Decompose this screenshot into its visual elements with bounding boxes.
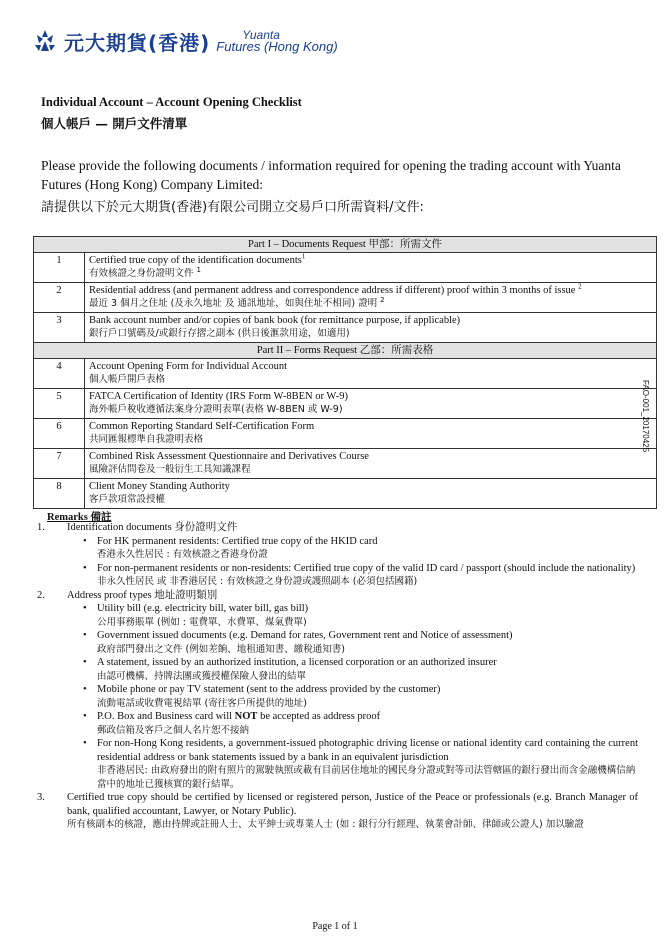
bullet-text-cn: 政府部門發出之文件 (例如差餉、地租通知書、繳稅通知書) bbox=[97, 643, 345, 655]
table-row bbox=[34, 419, 657, 449]
logo-chinese-text: 元大期貨(香港) bbox=[64, 30, 211, 55]
row-text-cn: 個人帳戶開戶表格 bbox=[89, 374, 166, 385]
table-row bbox=[34, 389, 657, 419]
bullet-text-cn: 由認可機構、持牌法團或獲授權保險人發出的結單 bbox=[97, 670, 307, 682]
row-content bbox=[85, 283, 657, 313]
intro-text-cn: 請提供以下於元大期貨(香港)有限公司開立交易戶口所需資料/文件: bbox=[41, 200, 424, 215]
bullet-text-cn: 非香港居民: 由政府發出的附有照片的駕駛執照或載有目前居住地址的國民身分證或對等司法管轄區的銀行發出而含金融機構信納當中的地址已獲核實的銀行結單。 bbox=[97, 765, 636, 790]
row-text-cn: 風險評估問卷及一般衍生工具知識課程 bbox=[89, 464, 251, 475]
bullet-text-en: • Mobile phone or pay TV statement (sent to the address provided by the customer) bbox=[97, 684, 441, 695]
row-number: 3 bbox=[34, 313, 85, 343]
list-item bbox=[83, 737, 638, 791]
row-text-cn: 銀行戶口號碼及/或銀行存摺之副本 (供日後滙款用途，如適用) bbox=[89, 328, 350, 339]
row-text-en: Combined Risk Assessment Questionnaire and Derivatives Course bbox=[89, 451, 369, 462]
bullet-text-cn: 非永久性居民 或 非香港居民 : 有效核證之身份證或護照副本 (必須包括國籍) bbox=[97, 576, 418, 587]
bullet-text-en: • Government issued documents (e.g. Demand for rates, Government rent and Notice of assessment) bbox=[97, 630, 513, 641]
footnote-mark: 2 bbox=[578, 282, 582, 291]
table-row bbox=[34, 479, 657, 509]
remark-title: Address proof types 地址證明類別 bbox=[67, 589, 218, 601]
row-number: 8 bbox=[34, 479, 85, 509]
company-logo bbox=[33, 26, 338, 56]
intro-text: Please provide the following documents / information required for opening the trading account with Yuanta Futures (Hong Kong) Company Limited: bbox=[41, 158, 621, 192]
bullet-text-en: • P.O. Box and Business card will NOT be accepted as address proof bbox=[97, 711, 381, 722]
row-text-en: Certified true copy of the identification documents bbox=[89, 255, 302, 266]
remark-number: 3. bbox=[37, 792, 45, 803]
remark-number: 1. bbox=[37, 522, 45, 533]
checklist-table bbox=[33, 236, 657, 509]
part1-header: Part I – Documents Request 甲部：所需文件 bbox=[34, 237, 657, 253]
remarks-section bbox=[33, 521, 638, 832]
row-number: 7 bbox=[34, 449, 85, 479]
row-content bbox=[85, 479, 657, 509]
bullet-text-en: • For non-Hong Kong residents, a government-issued photographic driving license or national identity card containing the current residential address or bank statements issued by a bank in an equivalent jurisdiction bbox=[97, 738, 638, 763]
row-content bbox=[85, 359, 657, 389]
row-text-en: Common Reporting Standard Self-Certification Form bbox=[89, 421, 315, 432]
row-text-cn: 共同匯報標準自我證明表格 bbox=[89, 434, 204, 445]
table-row bbox=[34, 449, 657, 479]
row-number: 6 bbox=[34, 419, 85, 449]
remark-1 bbox=[33, 521, 638, 589]
page-title: Individual Account – Account Opening Checklist bbox=[41, 95, 302, 109]
row-content bbox=[85, 449, 657, 479]
remark-text-cn: 所有核副本的核證，應由持牌或註冊人士、太平紳士或專業人士 (如 : 銀行分行經理、執業會計師、律師或公證人) 加以驗證 bbox=[67, 819, 584, 830]
footnote-mark: 1 bbox=[301, 252, 306, 261]
row-text-cn: 有效核證之身份證明文件 bbox=[89, 268, 194, 279]
row-number: 1 bbox=[34, 253, 85, 283]
list-item bbox=[83, 629, 638, 656]
bullet-text-cn: 香港永久性居民 : 有效核證之香港身份證 bbox=[97, 549, 268, 560]
logo-en-top: Yuanta bbox=[242, 28, 280, 42]
logo-english-text bbox=[216, 30, 337, 52]
footnote-mark: 1 bbox=[196, 265, 202, 274]
list-item bbox=[83, 710, 638, 737]
row-content bbox=[85, 419, 657, 449]
bullet-text-cn: 郵政信箱及客戶之個人名片恕不接納 bbox=[97, 724, 250, 736]
part2-header-row bbox=[34, 343, 657, 359]
remark-number: 2. bbox=[37, 589, 45, 601]
bullet-text-cn: 公用事務賬單 (例如 : 電費單、水費單、煤氣費單) bbox=[97, 616, 307, 628]
logo-en-bottom: Futures (Hong Kong) bbox=[216, 39, 338, 54]
table-row bbox=[34, 283, 657, 313]
list-item bbox=[83, 683, 638, 710]
list-item bbox=[83, 602, 638, 629]
page-footer: Page 1 of 1 bbox=[312, 921, 358, 932]
row-content bbox=[85, 313, 657, 343]
row-content bbox=[85, 253, 657, 283]
remark-title: Identification documents 身份證明文件 bbox=[67, 522, 238, 533]
bullet-text-en: • Utility bill (e.g. electricity bill, water bill, gas bill) bbox=[97, 603, 309, 614]
bullet-text-en: • A statement, issued by an authorized institution, a licensed corporation or an authorized insurer bbox=[97, 657, 497, 668]
row-text-cn: 海外帳戶稅收遵循法案身分證明表單(表格 W-8BEN 或 W-9) bbox=[89, 404, 343, 415]
table-row bbox=[34, 313, 657, 343]
remarks-heading: Remarks 備註 bbox=[47, 512, 112, 523]
row-content bbox=[85, 389, 657, 419]
page-title-cn: 個人帳戶 — 開戶文件清單 bbox=[41, 116, 188, 131]
row-text-en: Account Opening Form for Individual Account bbox=[89, 361, 288, 372]
remark-bullets bbox=[67, 535, 638, 589]
remark-text-en: Certified true copy should be certified by licensed or registered person, Justice of the Peace or professionals (e.g. Branch Manager of bank, qualified accountant, Lawyer, or Notary Public). bbox=[67, 792, 638, 817]
part2-header: Part II – Forms Request 乙部：所需表格 bbox=[34, 343, 657, 359]
row-number: 5 bbox=[34, 389, 85, 419]
remark-3 bbox=[33, 791, 638, 832]
row-text-cn: 最近 3 個月之住址 (及永久地址 及 通訊地址，如與住址不相同) 證明 bbox=[89, 298, 378, 309]
row-text-cn: 客戶款項常設授權 bbox=[89, 494, 166, 505]
row-text-en: Bank account number and/or copies of bank book (for remittance purpose, if applicable) bbox=[89, 315, 461, 326]
table-row bbox=[34, 253, 657, 283]
footnote-mark: 2 bbox=[380, 295, 385, 304]
row-number: 4 bbox=[34, 359, 85, 389]
bullet-text-cn: 流動電話或收費電視結單 (寄往客戶所提供的地址) bbox=[97, 697, 307, 709]
bullet-text-en: • For non-permanent residents or non-residents: Certified true copy of the valid ID card / passport (should include the nationality) bbox=[97, 562, 636, 574]
row-text-en: Residential address (and permanent address and correspondence address if different) proof within 3 months of issue bbox=[89, 285, 576, 296]
remark-2 bbox=[33, 589, 638, 792]
list-item bbox=[83, 562, 638, 589]
part1-header-row bbox=[34, 237, 657, 253]
row-text-en: FATCA Certification of Identity (IRS Form W-8BEN or W-9) bbox=[89, 391, 348, 402]
document-code: FAO-001_20170425 bbox=[641, 380, 650, 453]
remark-bullets bbox=[67, 602, 638, 791]
row-number: 2 bbox=[34, 283, 85, 313]
list-item bbox=[83, 535, 638, 562]
bullet-text-en: • For HK permanent residents: Certified true copy of the HKID card bbox=[97, 535, 378, 547]
table-row bbox=[34, 359, 657, 389]
row-text-en: Client Money Standing Authority bbox=[89, 481, 230, 492]
list-item bbox=[83, 656, 638, 683]
yuanta-logo-icon bbox=[33, 29, 57, 53]
